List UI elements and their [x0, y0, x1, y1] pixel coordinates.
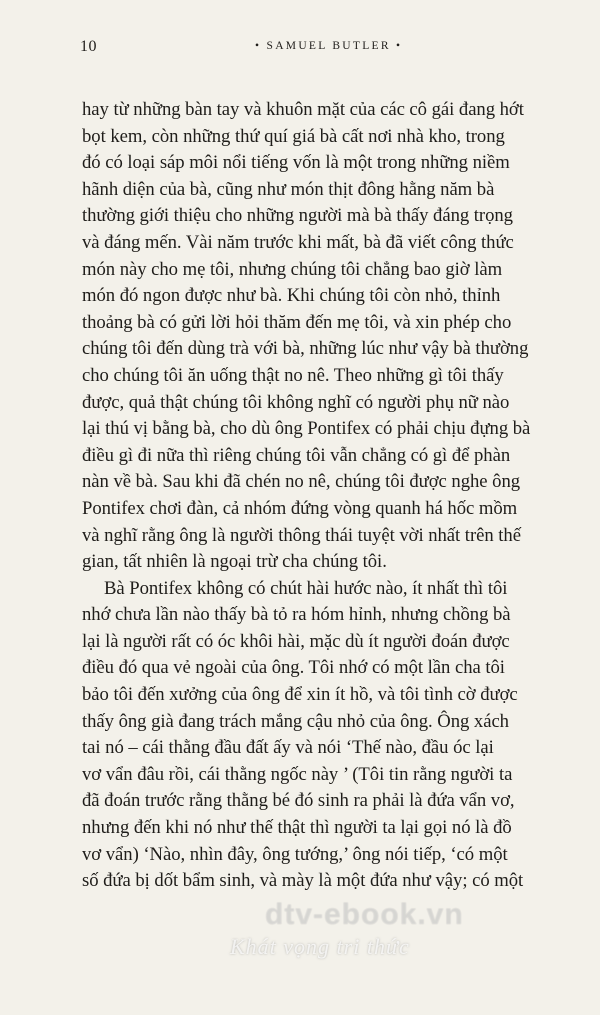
text-line: món này cho mẹ tôi, nhưng chúng tôi chẳng bao giờ làm	[82, 258, 503, 280]
text-line: vơ vẩn) ‘Nào, nhìn đây, ông tướng,’ ông nói tiếp, ‘có một	[82, 843, 508, 865]
watermark-logo: dtv-ebook.vn	[265, 898, 464, 931]
text-line: điều đó qua vẻ ngoài của ông. Tôi nhớ có một lần cha tôi	[82, 657, 505, 679]
text-line: Pontifex chơi đàn, cả nhóm đứng vòng quanh há hốc mồm	[82, 497, 518, 519]
text-line: bảo tôi đến xưởng của ông để xin ít hồ, và tôi tình cờ được	[82, 684, 518, 706]
text-line: bọt kem, còn những thứ quí giá bà cất nơi nhà kho, trong	[82, 125, 505, 147]
page-number: 10	[80, 38, 97, 55]
text-line: gian, tất nhiên là ngoại trừ cha chúng tôi.	[82, 551, 387, 573]
text-line: món đó ngon được như bà. Khi chúng tôi còn nhỏ, thỉnh	[82, 285, 501, 307]
text-line: nàn về bà. Sau khi đã chén no nê, chúng tôi được nghe ông	[82, 471, 521, 493]
text-line: thường giới thiệu cho những người mà bà thấy đáng trọng	[82, 205, 513, 227]
text-line: số đứa bị dốt bẩm sinh, và mày là một đứa như vậy; có một	[82, 870, 524, 892]
text-line: nhưng đến khi nó như thế thật thì người ta lại gọi nó là đồ	[82, 817, 512, 839]
text-line: nhớ chưa lần nào thấy bà tỏ ra hóm hỉnh, nhưng chồng bà	[82, 604, 511, 626]
text-line: thấy ông già đang trách mắng cậu nhỏ của ông. Ông xách	[82, 710, 509, 732]
running-head: • SAMUEL BUTLER •	[255, 40, 403, 52]
text-line: chúng tôi đến dùng trà với bà, những lúc như vậy bà thường	[82, 338, 529, 360]
body-text	[82, 97, 560, 895]
text-line: hay từ những bàn tay và khuôn mặt của các cô gái đang hớt	[82, 99, 524, 120]
text-line: được, quả thật chúng tôi không nghĩ có người phụ nữ nào	[82, 391, 510, 413]
page-header	[80, 38, 560, 62]
text-line: cho chúng tôi ăn uống thật no nê. Theo những gì tôi thấy	[82, 364, 504, 386]
text-line: hãnh diện của bà, cũng như món thịt đông hằng năm bà	[82, 178, 495, 200]
text-line: Bà Pontifex không có chút hài hước nào, ít nhất thì tôi	[104, 577, 508, 599]
text-line: và nghĩ rằng ông là người thông thái tuyệt vời nhất trên thế	[82, 524, 521, 546]
text-line: lại là người rất có óc khôi hài, mặc dù ít người đoán được	[82, 630, 510, 652]
text-line: thoảng bà có gửi lời hỏi thăm đến mẹ tôi, và xin phép cho	[82, 311, 512, 333]
watermark-text: Khát vọng tri thức	[230, 934, 410, 959]
text-line: điều gì đi nữa thì riêng chúng tôi vẫn chẳng có gì để phàn	[82, 444, 511, 466]
text-line: và đáng mến. Vài năm trước khi mất, bà đã viết công thức	[82, 231, 514, 253]
text-line: đã đoán trước rằng thằng bé đó sinh ra phải là đứa vẩn vơ,	[82, 790, 515, 812]
text-line: tai nó – cái thằng đầu đất ấy và nói ‘Thế nào, đầu óc lại	[82, 737, 494, 759]
text-line: đó có loại sáp môi nổi tiếng vốn là một trong những niềm	[82, 152, 510, 174]
text-line: vơ vẩn đâu rồi, cái thằng ngốc này ’ (Tôi tin rằng người ta	[82, 763, 513, 785]
text-line: lại thú vị bằng bà, cho dù ông Pontifex có phải chịu đựng bà	[82, 418, 531, 440]
